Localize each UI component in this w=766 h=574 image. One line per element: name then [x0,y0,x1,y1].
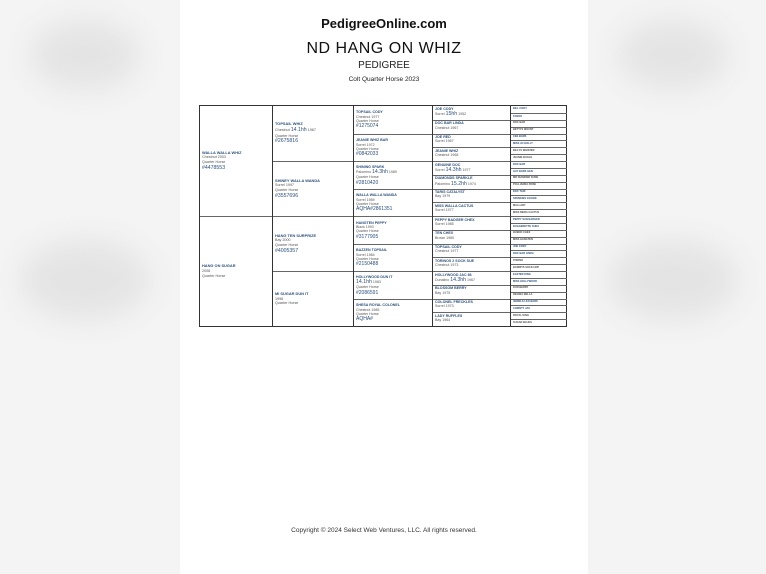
ancestor-details: Quarter Horse [275,243,299,248]
ancestor-cell [511,189,567,196]
ancestor-name[interactable]: BUENO CHEX [513,231,531,235]
ancestor-details: Quarter Horse [202,160,226,165]
ancestor-cell [433,312,510,326]
ancestor-registration: #2810420 [356,179,379,186]
ancestor-name[interactable]: PEPPY SAN BADGER [513,217,540,221]
ancestor-name[interactable]: TABOO [513,114,523,118]
ancestor-cell [511,312,567,319]
ancestor-name[interactable]: MISS HANGTEN [513,238,533,242]
ancestor-name[interactable]: HOLLYWOOD DUN IT [356,274,393,279]
ancestor-name[interactable]: LADY RUFFLES [435,313,463,318]
ancestor-cell [511,216,567,223]
copyright: Copyright © 2024 Select Web Ventures, LLC. All rights reserved. [291,527,477,534]
ancestor-cell [511,195,567,202]
ancestor-cell [511,305,567,312]
ancestor-name[interactable]: DIAMONDS SPARKLE [435,176,473,181]
ancestor-registration: #0842033 [356,151,379,158]
ancestor-name[interactable]: TORINO [513,258,524,262]
ancestor-details: Bay 1979 [435,194,451,199]
ancestor-cell [433,106,510,120]
ancestor-cell [433,216,510,230]
ancestor-name[interactable]: DOC BAR [513,162,526,166]
ancestor-cell [273,216,353,271]
ancestor-name[interactable]: DOC BAR LINDA [513,252,534,256]
ancestor-details: Quarter Horse [356,118,379,123]
ancestor-details: Quarter Horse [275,133,299,138]
ancestor-height: 15hh [445,110,458,117]
ancestor-details: Quarter Horse [356,256,379,261]
ancestor-height: 14.3hh [450,276,467,283]
ancestor-details: 1998 [275,296,284,301]
ancestor-cell [511,223,567,230]
ancestor-name[interactable]: MR DIAMOND DUDE [513,176,539,180]
ancestor-name[interactable]: PEPPY BADGER CHEX [435,217,475,222]
ancestor-cell [433,189,510,203]
ancestor-cell [433,134,510,148]
ancestor-details: Quarter Horse [356,175,379,180]
ancestor-cell [433,285,510,299]
site-title[interactable]: PedigreeOnline.com [321,16,447,31]
generation-5-column [511,106,567,326]
ancestor-cell [354,271,432,299]
horse-name: ND HANG ON WHIZ [306,40,462,57]
ancestor-name[interactable]: TOPSAIL CODY [435,245,462,249]
ancestor-cell [433,257,510,271]
ancestor-cell [200,216,272,326]
ancestor-cell [511,209,567,216]
ancestor-registration: #1275074 [356,123,379,130]
ancestor-name[interactable]: TOPSAIL CODY [356,110,383,115]
ancestor-height: 14.3hh [445,166,462,173]
ancestor-cell [511,285,567,292]
ancestor-name[interactable]: BAZZEN TOPSAIL [356,248,388,253]
ancestor-cell [433,161,510,175]
ancestor-name[interactable]: TARIS CATALYST [435,190,465,194]
ancestor-name[interactable]: JEWELS LEO BARS [513,300,538,304]
generation-2-column [273,106,354,326]
ancestor-cell [511,202,567,209]
ancestor-cell [511,237,567,244]
ancestor-registration: #3557696 [275,193,299,199]
ancestor-height: 14.3hh [371,169,388,176]
ancestor-cell [354,299,432,327]
ancestor-cell [511,134,567,141]
ancestor-registration: #3177905 [356,233,379,240]
ancestor-name[interactable]: TEN CHEX [435,231,454,236]
page-subtitle: PEDIGREE [358,60,410,71]
ancestor-name[interactable]: CEE BARS [513,135,527,139]
ancestor-cell [200,106,272,216]
ancestor-name[interactable]: MI SUGAR DUN IT [275,290,309,296]
ancestor-cell [273,271,353,326]
ancestor-details: Chestnut 1985 [356,307,380,312]
ancestor-details: Chestnut 1977 [356,114,380,119]
ancestor-name[interactable]: SPANKIES GOLDIE [513,197,537,201]
ancestor-cell [511,292,567,299]
ancestor-name[interactable]: POLLIANNA ROSE [513,183,537,187]
ancestor-cell [354,106,432,134]
ancestor-name[interactable]: HANG ON SUGAR [202,263,236,269]
ancestor-cell [511,299,567,306]
ancestor-details: Brown 1980 [435,235,455,240]
ancestor-details: Palomino 14.3hh 1989 [356,169,397,176]
ancestor-details: Sorrel 1985 [435,221,454,226]
ancestor-name[interactable]: CHRISTY JAC [513,307,531,311]
ancestor-registration: #2150488 [356,261,379,268]
ancestor-cell [433,230,510,244]
ancestor-height: 14.1hh [290,126,307,133]
ancestor-cell [273,106,353,161]
ancestor-name[interactable]: GAY BARS GEN [513,169,533,173]
ancestor-cell [511,278,567,285]
ancestor-cell [433,299,510,313]
ancestor-details: Quarter Horse [356,201,379,206]
ancestor-details: Sorrel 1973 [435,304,454,309]
ancestor-cell [511,127,567,134]
ancestor-registration: AQHA#2861351 [356,206,393,213]
ancestor-details: Chestnut 14.1hh 1987 [275,126,316,133]
ancestor-name[interactable]: TORINOS 2 SOCK SUE [435,258,475,263]
ancestor-name[interactable]: TOPSAIL WHIZ [275,121,303,127]
ancestor-name[interactable]: DOC BAR LINDA [435,121,464,126]
ancestor-registration: #4005357 [275,248,299,254]
ancestor-cell [511,182,567,189]
ancestor-details: Chestnut 1968 [435,153,459,158]
ancestor-name[interactable]: JOE RED [435,135,451,139]
ancestor-cell [433,120,510,134]
ancestor-cell [511,264,567,271]
ancestor-name[interactable]: GENUINE DOC [435,162,461,167]
ancestor-details: Bay 2000 [275,238,291,243]
ancestor-cell [511,113,567,120]
ancestor-name[interactable]: MISS HOLLYWOOD [513,279,537,283]
ancestor-cell [511,230,567,237]
ancestor-details: Sorrel 1977 [435,208,454,213]
ancestor-details: Sorrel 15hh 1952 [435,110,467,117]
ancestor-details: Dunalino 14.3hh 1967 [435,276,476,283]
ancestor-name[interactable]: WALLA WALLA WHIZ [202,149,242,155]
ancestor-name[interactable]: ROYAL KING [513,313,529,317]
ancestor-details: Sorrel 14.3hh 1977 [435,166,471,173]
ancestor-name[interactable]: SHINING SPARK [356,164,385,169]
ancestor-cell [511,120,567,127]
ancestor-details: Sorrel 1972 [356,142,375,147]
ancestor-cell [354,216,432,244]
ancestor-name[interactable]: MISS WALLA CACTUS [435,203,474,208]
ancestor-details: Chestnut 1967 [435,125,459,130]
ancestor-cell [511,271,567,278]
ancestor-details: Palomino 15.2hh 1974 [435,180,476,187]
ancestor-name[interactable]: DOC BAR [513,121,526,125]
ancestor-cell [354,244,432,272]
ancestor-cell [273,161,353,216]
ancestor-cell [433,175,510,189]
ancestor-details: Black 1993 [356,225,374,230]
ancestor-cell [511,250,567,257]
ancestor-height: 15.2hh [450,180,467,187]
ancestor-details: Quarter Horse [275,188,299,193]
generation-1-column [200,106,273,326]
ancestor-details: Quarter Horse [356,229,379,234]
generation-3-column [354,106,433,326]
ancestor-cell [433,244,510,258]
ancestor-name[interactable]: MISS REMA CACTUS [513,210,540,214]
ancestor-details: Bay 1964 [435,318,451,323]
ancestor-name[interactable]: MALLARY [513,203,526,207]
ancestor-cell [511,244,567,251]
ancestor-cell [354,134,432,162]
horse-description: Colt Quarter Horse 2023 [348,76,420,83]
ancestor-name[interactable]: JEANIE WHIZ [435,148,459,153]
ancestor-details: Quarter Horse [356,285,379,290]
ancestor-cell [354,161,432,189]
ancestor-details: Chestnut 2003 [202,155,226,160]
ancestor-registration: #2675816 [275,138,299,145]
ancestor-details: Quarter Horse [356,311,379,316]
pedigree-page [180,0,588,574]
ancestor-name[interactable]: JOE CODY [513,245,527,249]
ancestor-registration: #2086591 [356,289,379,296]
ancestor-details: Sorrel 1967 [435,139,454,144]
ancestor-cell [354,189,432,217]
pedigree-tree [199,105,567,327]
background-left [0,0,180,574]
ancestor-details: Chestnut 1973 [435,263,459,268]
ancestor-cell [511,319,567,326]
ancestor-name[interactable]: EASTER KING [513,272,531,276]
ancestor-name[interactable]: BANDITS SOCK HOP [513,265,540,269]
ancestor-name[interactable]: BLOSSOM BERRY [435,286,467,291]
ancestor-cell [511,147,567,154]
ancestor-name[interactable]: SUGAR BLUES [513,320,532,324]
ancestor-name[interactable]: JEANIE WHIZ BAR [356,138,388,143]
ancestor-name[interactable]: HOLLYWOOD JAC 86 [435,272,472,277]
ancestor-cell [511,161,567,168]
ancestor-cell [511,154,567,161]
ancestor-name[interactable]: HANG TEN SURPRIZE [275,232,317,238]
ancestor-name[interactable]: BILL CODY [513,107,527,111]
ancestor-cell [433,147,510,161]
ancestor-details: Chestnut 1977 [435,249,459,254]
ancestor-details: Bay 1975 [435,290,451,295]
ancestor-name[interactable]: DUN BERRY [513,286,529,290]
ancestor-details: Sorrel 1984 [356,252,375,257]
ancestor-cell [511,106,567,113]
ancestor-details: Quarter Horse [202,273,226,278]
ancestor-cell [511,168,567,175]
ancestor-cell [511,257,567,264]
ancestor-details: 2008 [202,269,211,274]
ancestor-name[interactable]: JEANIE BUGLE [513,155,533,159]
ancestor-cell [511,140,567,147]
ancestor-name[interactable]: SHESA ROYAL COLONEL [356,303,400,308]
ancestor-name[interactable]: BUGGERETTE CHEX [513,224,539,228]
ancestor-registration: #4478553 [202,165,226,171]
generation-4-column [433,106,511,326]
ancestor-name[interactable]: REGINA BELLA [513,293,533,297]
ancestor-cell [511,175,567,182]
ancestor-details: Quarter Horse [356,146,379,151]
ancestor-name[interactable]: COLONEL FRECKLES [435,300,473,304]
ancestor-details: Quarter Horse [275,301,299,306]
ancestor-name[interactable]: DOC TARI [513,190,526,194]
ancestor-cell [433,271,510,285]
ancestor-name[interactable]: BETTYS MOUNT [513,128,534,132]
background-right [588,0,766,574]
ancestor-name[interactable]: WALLA WALLA WANDA [356,193,397,198]
ancestor-name[interactable]: JOE CODY [435,106,454,111]
ancestor-name[interactable]: MISS JO HOLLY [513,142,533,146]
ancestor-details: Sorrel 1997 [275,183,295,188]
ancestor-height: 14.1hh [356,279,372,286]
ancestor-name[interactable]: BILLYS WHIZZER [513,148,535,152]
ancestor-registration: AQHA# [356,316,373,323]
ancestor-details: 14.1hh 1983 [356,279,381,286]
ancestor-name[interactable]: SHINEY WALLA WANDA [275,177,320,183]
ancestor-name[interactable]: HANGTEN PEPPY [356,220,387,225]
ancestor-cell [433,202,510,216]
ancestor-details: Sorrel 1989 [356,197,375,202]
